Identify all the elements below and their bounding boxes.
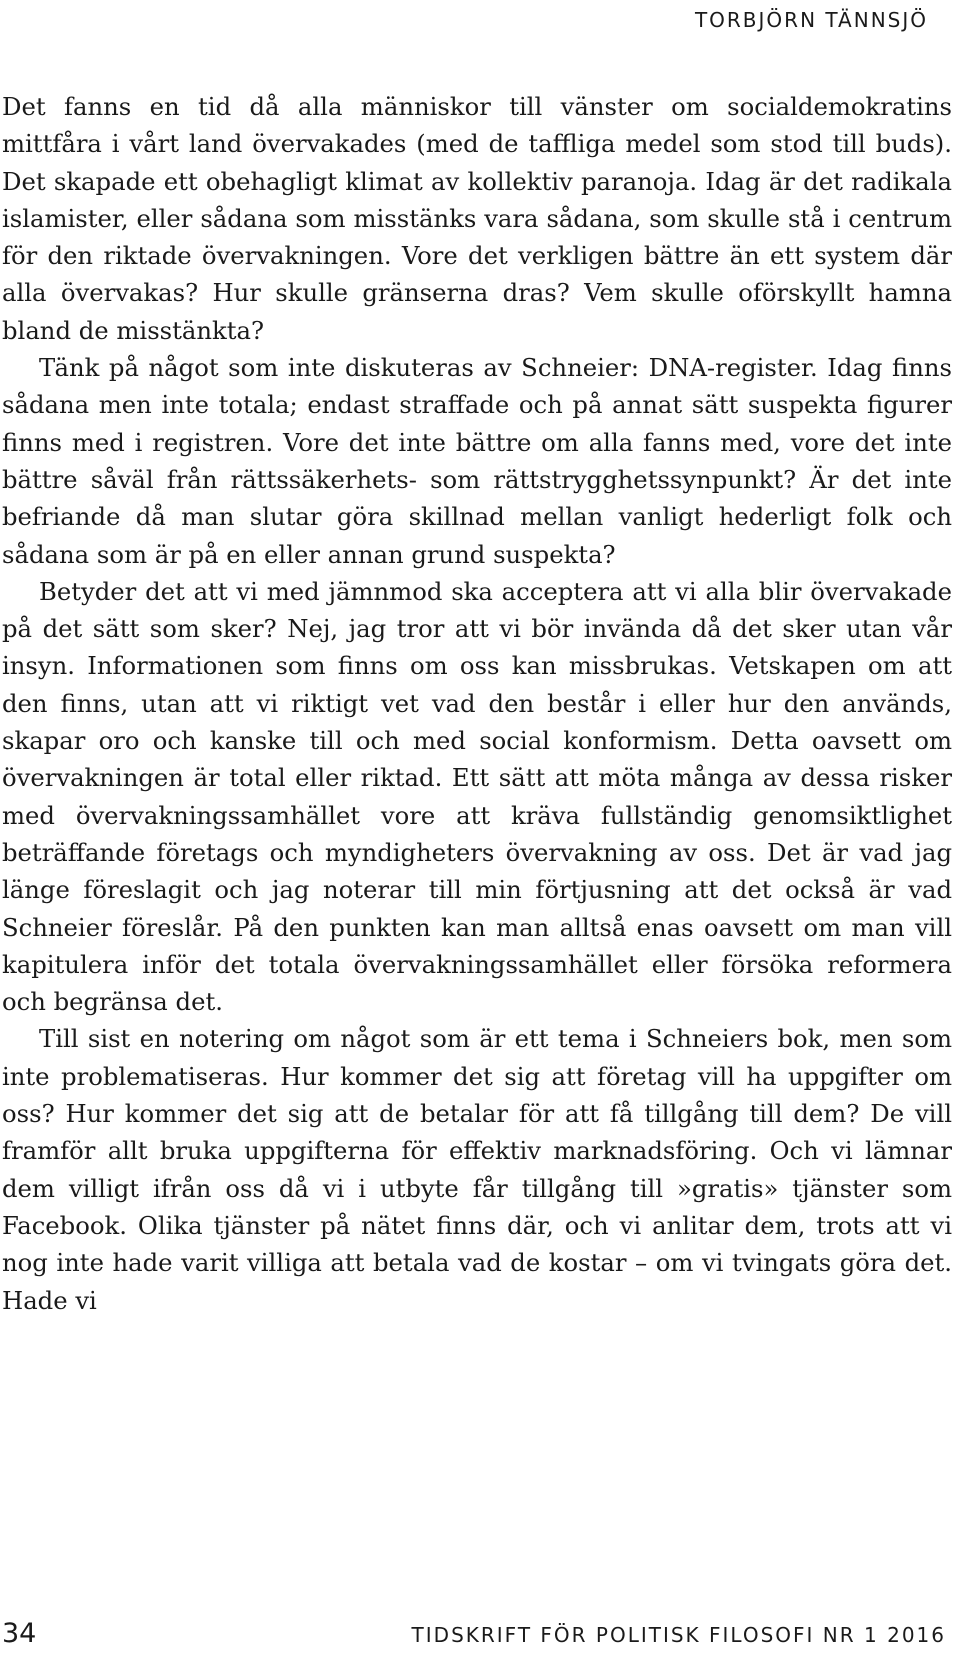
article-body	[2, 88, 952, 1319]
paragraph: Till sist en notering om något som är ett tema i Schneiers bok, men som inte problematiseras. Hur kommer det sig att företag vill ha uppgifter om oss? Hur kommer det sig att de betalar för att få tillgång till dem? De vill framför allt bruka uppgifterna för effektiv marknadsföring. Och vi lämnar dem villigt ifrån oss då vi i utbyte får tillgång till »gratis» tjänster som Facebook. Olika tjänster på nätet finns där, och vi anlitar dem, trots att vi nog inte hade varit villiga att betala vad de kostar – om vi tvingats göra det. Hade vi	[2, 1024, 952, 1315]
journal-title: TIDSKRIFT FÖR POLITISK FILOSOFI NR 1 2016	[411, 1623, 946, 1647]
paragraph: Det fanns en tid då alla människor till vänster om socialdemokratins mittfåra i vårt land övervakades (med de taffliga medel som stod till buds). Det skapade ett obehagligt klimat av kollektiv paranoja. Idag är det radikala islamister, eller sådana som misstänks vara sådana, som skulle stå i centrum för den riktade övervakningen. Vore det verkligen bättre än ett system där alla övervakas? Hur skulle gränserna dras? Vem skulle oförskyllt hamna bland de misstänkta?	[2, 92, 952, 345]
page-footer	[0, 1615, 960, 1649]
paragraph: Tänk på något som inte diskuteras av Schneier: DNA-register. Idag finns sådana men inte totala; endast straffade och på annat sätt suspekta figurer finns med i registren. Vore det inte bättre om alla fanns med, vore det inte bättre såväl från rättssäkerhets- som rättstrygghetssynpunkt? Är det inte befriande då man slutar göra skillnad mellan vanligt hederligt folk och sådana som är på en eller annan grund suspekta?	[2, 353, 952, 569]
page-number: 34	[2, 1618, 37, 1649]
running-head: TORBJÖRN TÄNNSJÖ	[694, 8, 928, 32]
paragraph: Betyder det att vi med jämnmod ska acceptera att vi alla blir övervakade på det sätt som sker? Nej, jag tror att vi bör invända då det sker utan vår insyn. Informationen som finns om oss kan missbrukas. Vetskapen om att den finns, utan att vi riktigt vet vad den består i eller hur den används, skapar oro och kanske till och med social konformism. Detta oavsett om övervakningen är total eller riktad. Ett sätt att möta många av dessa risker med övervakningssamhället vore att kräva fullständig genomsiktlighet beträffande företags och myndigheters övervakning av oss. Det är vad jag länge föreslagit och jag noterar till min förtjusning att det också är vad Schneier föreslår. På den punkten kan man alltså enas oavsett om man vill kapitulera inför det totala övervakningssamhället eller försöka reformera och begränsa det.	[2, 576, 952, 1017]
